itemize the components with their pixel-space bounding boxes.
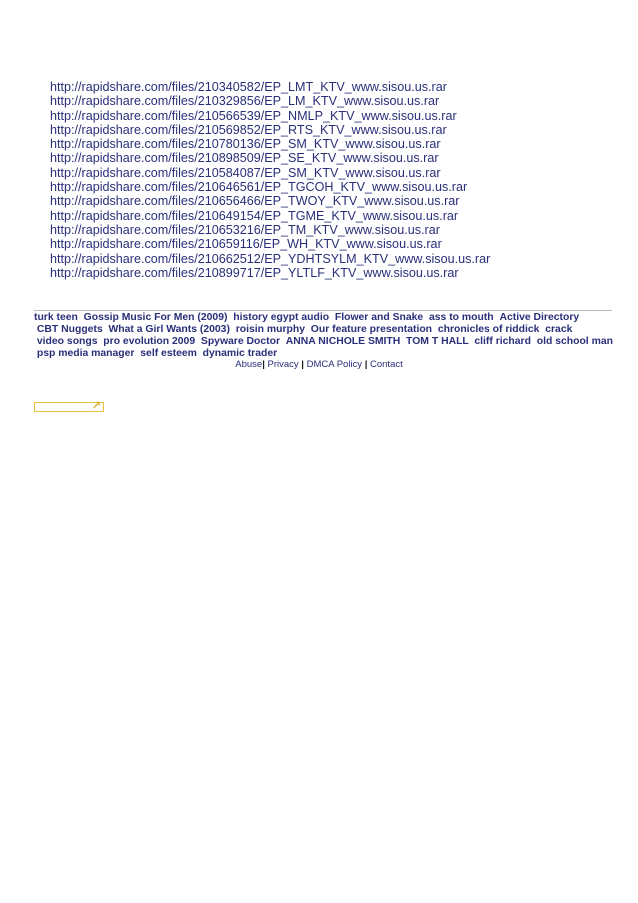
rapidshare-link[interactable]: http://rapidshare.com/files/210566539/EP_NMLP_KTV_www.sisou.us.rar: [50, 108, 457, 123]
link-item[interactable]: [50, 94, 490, 108]
footer-links: [0, 359, 638, 371]
tag-link[interactable]: ANNA NICHOLE SMITH: [285, 336, 401, 347]
link-item[interactable]: [50, 80, 490, 94]
footer-separator: |: [301, 359, 304, 370]
footer-separator: |: [364, 359, 368, 370]
rapidshare-link[interactable]: http://rapidshare.com/files/210899717/EP_YLTLF_KTV_www.sisou.us.rar: [50, 265, 459, 280]
rapidshare-link[interactable]: http://rapidshare.com/files/210329856/EP_LM_KTV_www.sisou.us.rar: [50, 94, 440, 109]
tag-link[interactable]: history egypt audio: [233, 312, 330, 323]
rapidshare-link[interactable]: http://rapidshare.com/files/210780136/EP_SM_KTV_www.sisou.us.rar: [50, 137, 441, 152]
rapidshare-link[interactable]: http://rapidshare.com/files/210646561/EP_TGCOH_KTV_www.sisou.us.rar: [50, 180, 468, 195]
tag-link[interactable]: Gossip Music For Men (2009): [83, 312, 228, 323]
rapidshare-link[interactable]: http://rapidshare.com/files/210584087/EP_SM_KTV_www.sisou.us.rar: [50, 165, 441, 180]
rapidshare-link[interactable]: http://rapidshare.com/files/210653216/EP_TM_KTV_www.sisou.us.rar: [50, 222, 440, 237]
link-item[interactable]: [50, 137, 490, 151]
link-item[interactable]: [50, 166, 490, 180]
link-item[interactable]: [50, 237, 490, 251]
tag-link[interactable]: dynamic trader: [202, 348, 278, 359]
divider-line: [34, 310, 612, 311]
tag-link[interactable]: Flower and Snake: [334, 312, 424, 323]
link-item[interactable]: [50, 266, 490, 280]
tag-link[interactable]: turk teen: [34, 312, 78, 323]
tag-link[interactable]: crack: [545, 324, 573, 335]
tag-link[interactable]: ass to mouth: [429, 312, 494, 323]
rapidshare-link[interactable]: http://rapidshare.com/files/210649154/EP_TGME_KTV_www.sisou.us.rar: [50, 208, 459, 223]
rapidshare-link[interactable]: http://rapidshare.com/files/210898509/EP_SE_KTV_www.sisou.us.rar: [50, 151, 439, 166]
link-item[interactable]: [50, 209, 490, 223]
rapidshare-link[interactable]: http://rapidshare.com/files/210662512/EP_YDHTSYLM_KTV_www.sisou.us.rar: [50, 251, 491, 266]
link-item[interactable]: [50, 109, 490, 123]
rapidshare-link[interactable]: http://rapidshare.com/files/210340582/EP_LMT_KTV_www.sisou.us.rar: [50, 80, 447, 94]
tag-link[interactable]: Our feature presentation: [310, 324, 433, 335]
link-item[interactable]: [50, 180, 490, 194]
tag-link[interactable]: roisin murphy: [235, 324, 305, 335]
tag-link[interactable]: old school man: [536, 336, 613, 347]
tag-link[interactable]: psp media manager: [36, 348, 135, 359]
abuse-link[interactable]: Abuse: [235, 359, 263, 370]
link-item[interactable]: [50, 194, 490, 208]
contact-link[interactable]: Contact: [370, 359, 403, 370]
tag-link[interactable]: self esteem: [140, 348, 197, 359]
link-item[interactable]: [50, 151, 490, 165]
rapidshare-link[interactable]: http://rapidshare.com/files/210569852/EP_RTS_KTV_www.sisou.us.rar: [50, 122, 447, 137]
tag-link[interactable]: pro evolution 2009: [103, 336, 196, 347]
tag-cloud: [34, 312, 614, 360]
link-list: [50, 80, 490, 280]
rapidshare-link[interactable]: http://rapidshare.com/files/210659116/EP_WH_KTV_www.sisou.us.rar: [50, 237, 442, 252]
privacy-link[interactable]: Privacy: [267, 359, 299, 370]
tag-link[interactable]: What a Girl Wants (2003): [108, 324, 230, 335]
footer-separator: |: [262, 359, 265, 370]
link-item[interactable]: [50, 223, 490, 237]
tag-link[interactable]: video songs: [36, 336, 98, 347]
tag-link[interactable]: chronicles of riddick: [437, 324, 540, 335]
arrow-up-right-icon: ↗: [91, 399, 101, 412]
tag-link-wrap[interactable]: cliff richard: [474, 336, 531, 347]
counter-badge[interactable]: [34, 399, 104, 412]
tag-link[interactable]: Spyware Doctor: [200, 336, 280, 347]
link-item[interactable]: [50, 252, 490, 266]
tag-link[interactable]: Active Directory: [499, 312, 580, 323]
link-item[interactable]: [50, 123, 490, 137]
tag-link[interactable]: TOM T HALL: [406, 336, 469, 347]
tag-link[interactable]: CBT Nuggets: [36, 324, 103, 335]
dmca-policy-link[interactable]: DMCA Policy: [306, 359, 363, 370]
rapidshare-link[interactable]: http://rapidshare.com/files/210656466/EP_TWOY_KTV_www.sisou.us.rar: [50, 194, 460, 209]
